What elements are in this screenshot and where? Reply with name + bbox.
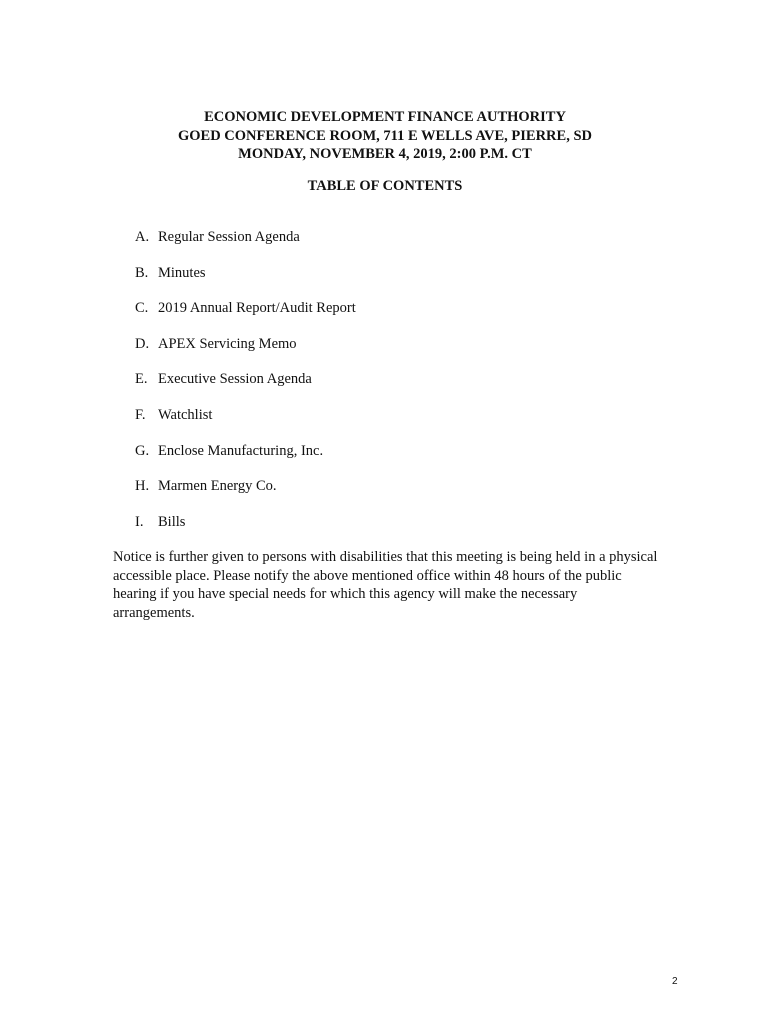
toc-item bbox=[135, 264, 695, 300]
toc-item-letter: C. bbox=[135, 300, 149, 317]
toc-item-label: Executive Session Agenda bbox=[158, 371, 312, 388]
toc-list bbox=[135, 228, 695, 548]
toc-item-letter: H. bbox=[135, 478, 150, 495]
header-line-organization: ECONOMIC DEVELOPMENT FINANCE AUTHORITY bbox=[204, 109, 566, 125]
toc-item-letter: F. bbox=[135, 406, 146, 423]
header-line-datetime: MONDAY, NOVEMBER 4, 2019, 2:00 P.M. CT bbox=[238, 146, 532, 162]
toc-item-label: Bills bbox=[158, 513, 186, 530]
toc-item-letter: B. bbox=[135, 264, 149, 281]
header-line-location: GOED CONFERENCE ROOM, 711 E WELLS AVE, PIERRE, SD bbox=[177, 127, 592, 144]
toc-item bbox=[135, 228, 695, 264]
toc-item-letter: E. bbox=[135, 371, 148, 388]
toc-item-letter: I. bbox=[135, 513, 144, 530]
toc-item-label: Minutes bbox=[158, 264, 206, 281]
meeting-header bbox=[0, 108, 770, 164]
toc-item bbox=[135, 299, 695, 335]
page-number: 2 bbox=[672, 976, 678, 987]
toc-item-letter: G. bbox=[135, 442, 150, 459]
toc-item bbox=[135, 477, 695, 513]
toc-item-label: Enclose Manufacturing, Inc. bbox=[158, 442, 324, 459]
toc-item-label: Watchlist bbox=[158, 406, 213, 423]
accessibility-notice: Notice is further given to persons with disabilities that this meeting is being held in a physical accessible place. Please notify the above mentioned office within 48 hours of the public hearing if you have special needs for which this agency will make the necessary arrangements. bbox=[113, 549, 658, 621]
toc-item bbox=[135, 335, 695, 371]
toc-item bbox=[135, 370, 695, 406]
toc-item bbox=[135, 406, 695, 442]
toc-item-letter: A. bbox=[135, 229, 150, 245]
toc-item-label: Marmen Energy Co. bbox=[158, 478, 277, 495]
toc-title: TABLE OF CONTENTS bbox=[307, 178, 463, 194]
toc-item-label: Regular Session Agenda bbox=[158, 229, 300, 245]
toc-item bbox=[135, 513, 695, 549]
toc-item-label: 2019 Annual Report/Audit Report bbox=[158, 300, 356, 317]
toc-item bbox=[135, 442, 695, 478]
toc-item-letter: D. bbox=[135, 335, 150, 352]
toc-item-label: APEX Servicing Memo bbox=[158, 335, 297, 352]
